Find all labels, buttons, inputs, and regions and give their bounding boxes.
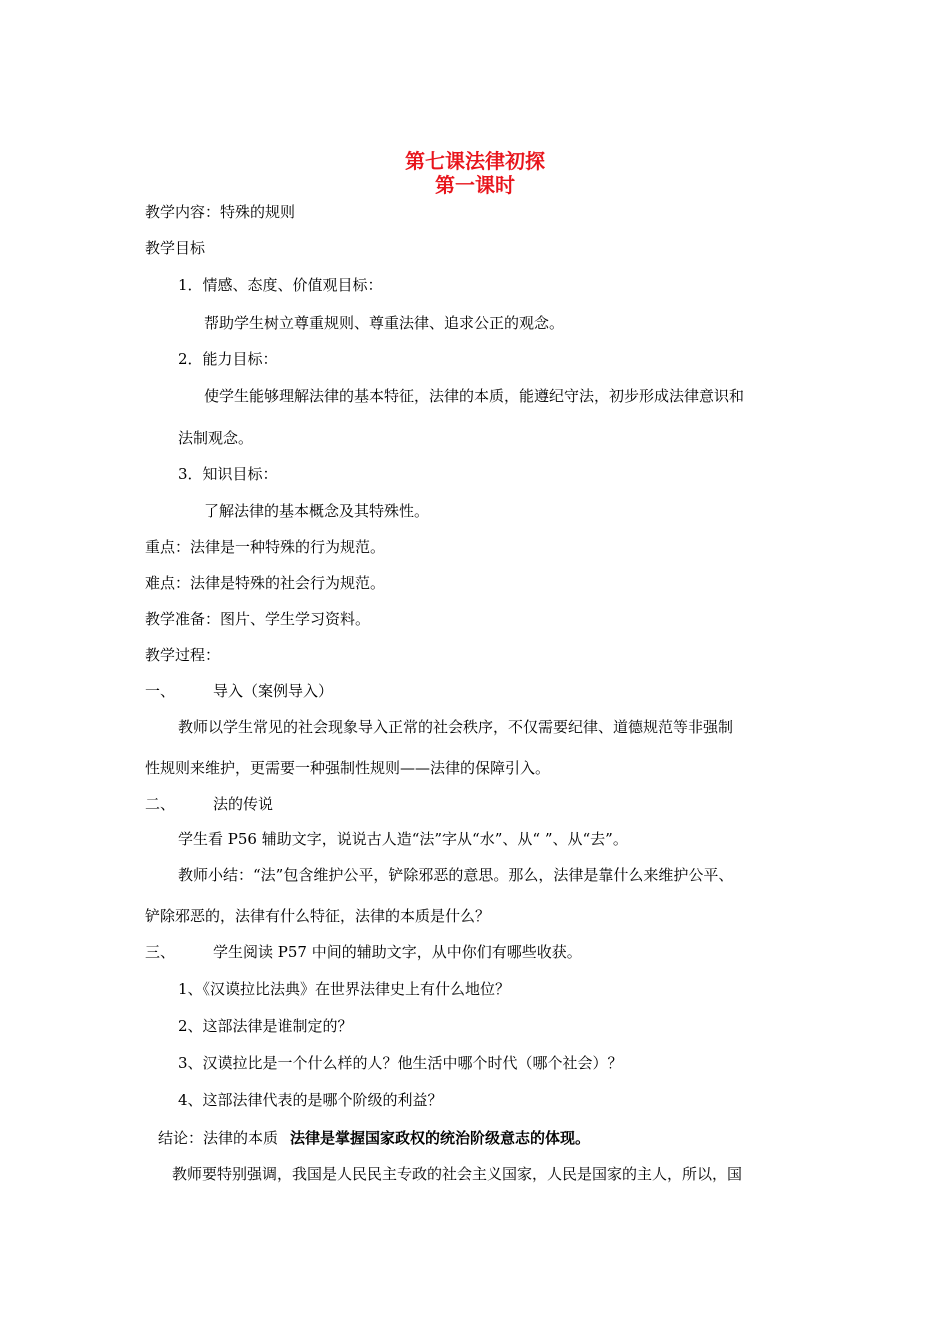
conclusion-label: 结论：法律的本质 <box>158 1129 279 1147</box>
section1-heading <box>145 681 333 701</box>
document-subtitle: 第一课时 <box>435 173 515 197</box>
question-4: 4、这部法律代表的是哪个阶级的利益？ <box>178 1091 443 1109</box>
section1-text-line1: 教师以学生常见的社会现象导入正常的社会秩序，不仅需要纪律、道德规范等非强制 <box>178 718 734 736</box>
final-paragraph-line: 教师要特别强调，我国是人民民主专政的社会主义国家，人民是国家的主人，所以，国 <box>172 1165 743 1183</box>
section1-number: 一、 <box>145 682 176 700</box>
preparation: 教学准备：图片、学生学习资料。 <box>145 610 371 628</box>
process-heading: 教学过程： <box>145 646 221 664</box>
difficulty: 难点：法律是特殊的社会行为规范。 <box>145 574 386 592</box>
section2-heading <box>145 794 273 814</box>
question-1: 1、《汉谟拉比法典》在世界法律史上有什么地位？ <box>178 980 511 998</box>
goal2-text-line1: 使学生能够理解法律的基本特征，法律的本质，能遵纪守法，初步形成法律意识和 <box>204 387 745 405</box>
section2-text2-line2: 铲除邪恶的，法律有什么特征，法律的本质是什么？ <box>145 907 491 925</box>
section3-number: 三、 <box>145 943 176 961</box>
teaching-content: 教学内容：特殊的规则 <box>145 203 296 221</box>
section1-text-line2: 性规则来维护，更需要一种强制性规则——法律的保障引入。 <box>145 759 551 777</box>
question-2: 2、这部法律是谁制定的？ <box>178 1017 353 1035</box>
goal3-text: 了解法律的基本概念及其特殊性。 <box>204 502 430 520</box>
section2-text1: 学生看 P56 辅助文字，说说古人造“法”字从“水”、从“ ”、从“去”。 <box>178 830 628 848</box>
conclusion-statement: 法律是掌握国家政权的统治阶级意志的体现。 <box>290 1129 591 1147</box>
section3-heading <box>145 942 582 962</box>
goal3-heading: 3．知识目标： <box>178 465 278 483</box>
key-point: 重点：法律是一种特殊的行为规范。 <box>145 538 386 556</box>
section3-title: 学生阅读 P57 中间的辅助文字，从中你们有哪些收获。 <box>213 943 582 961</box>
document-title: 第七课法律初探 <box>405 149 545 173</box>
conclusion <box>158 1128 590 1148</box>
goal1-text: 帮助学生树立尊重规则、尊重法律、追求公正的观念。 <box>204 314 565 332</box>
section2-number: 二、 <box>145 795 176 813</box>
section2-title: 法的传说 <box>213 795 274 813</box>
section2-text2-line1: 教师小结：“法”包含维护公平，铲除邪恶的意思。那么，法律是靠什么来维护公平、 <box>178 866 734 884</box>
goal2-heading: 2．能力目标： <box>178 350 278 368</box>
goal2-text-line2: 法制观念。 <box>178 429 254 447</box>
question-3: 3、汉谟拉比是一个什么样的人？他生活中哪个时代（哪个社会）？ <box>178 1054 623 1072</box>
section1-title: 导入（案例导入） <box>213 682 334 700</box>
goals-heading: 教学目标 <box>145 239 206 257</box>
goal1-heading: 1．情感、态度、价值观目标： <box>178 276 383 294</box>
